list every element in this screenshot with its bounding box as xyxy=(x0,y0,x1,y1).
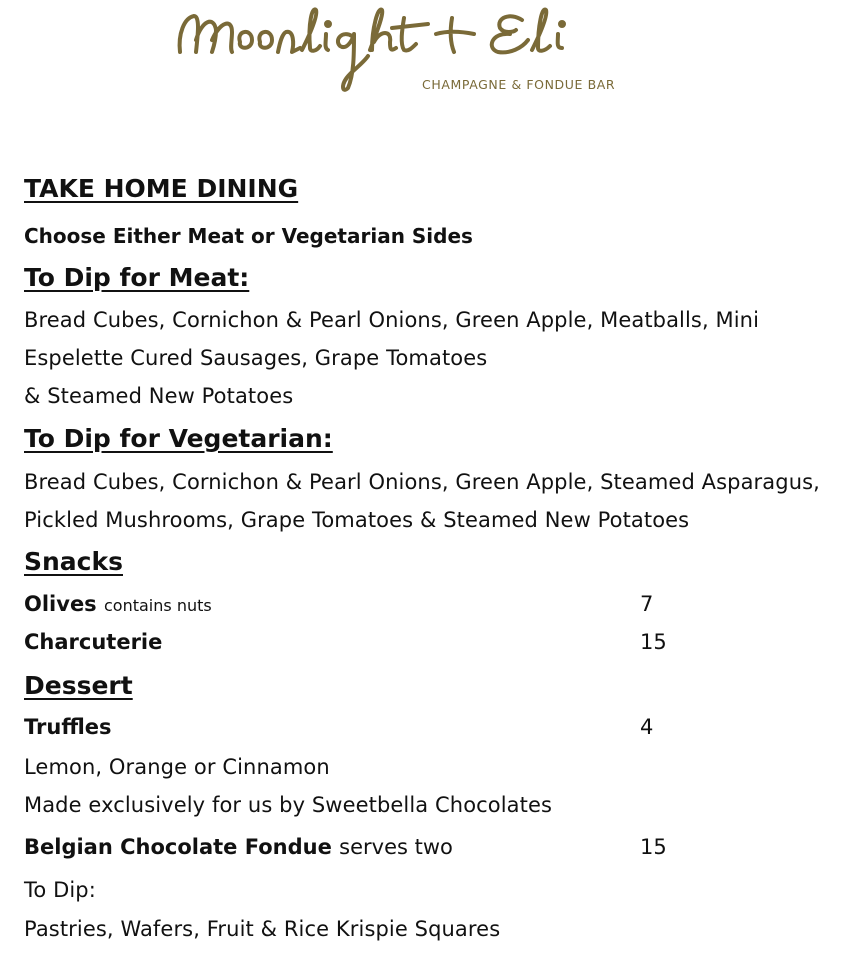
item-name: Truffles xyxy=(24,715,112,739)
truffles-line-2: Made exclusively for us by Sweetbella Chocolates xyxy=(24,793,553,817)
vegetarian-heading: To Dip for Vegetarian: xyxy=(24,424,333,453)
sides-instruction: Choose Either Meat or Vegetarian Sides xyxy=(24,224,473,248)
item-name: Belgian Chocolate Fondue xyxy=(24,835,332,859)
menu-item-chocolate-fondue xyxy=(24,835,453,859)
price-olives: 7 xyxy=(640,592,654,616)
fondue-line-1: To Dip: xyxy=(24,878,96,902)
vegetarian-line-2: Pickled Mushrooms, Grape Tomatoes & Steamed New Potatoes xyxy=(24,508,690,532)
item-name: Olives xyxy=(24,592,97,616)
price-truffles: 4 xyxy=(640,715,654,739)
truffles-line-1: Lemon, Orange or Cinnamon xyxy=(24,755,330,779)
brand-logo xyxy=(170,4,640,96)
price-charcuterie: 15 xyxy=(640,630,667,654)
menu-title: TAKE HOME DINING xyxy=(24,174,299,203)
vegetarian-line-1: Bread Cubes, Cornichon & Pearl Onions, Green Apple, Steamed Asparagus, xyxy=(24,470,820,494)
menu-item-charcuterie xyxy=(24,630,162,654)
meat-line-2: Espelette Cured Sausages, Grape Tomatoes xyxy=(24,346,488,370)
meat-line-3: & Steamed New Potatoes xyxy=(24,384,294,408)
fondue-line-2: Pastries, Wafers, Fruit & Rice Krispie Squares xyxy=(24,917,501,941)
menu-item-olives xyxy=(24,592,212,616)
item-note: contains nuts xyxy=(104,596,212,615)
snacks-heading: Snacks xyxy=(24,547,123,576)
price-chocolate-fondue: 15 xyxy=(640,835,667,859)
item-name: Charcuterie xyxy=(24,630,163,654)
item-note: serves two xyxy=(339,835,453,859)
meat-heading: To Dip for Meat: xyxy=(24,263,250,292)
brand-tagline: CHAMPAGNE & FONDUE BAR xyxy=(422,77,616,92)
dessert-heading: Dessert xyxy=(24,671,133,700)
meat-line-1: Bread Cubes, Cornichon & Pearl Onions, Green Apple, Meatballs, Mini xyxy=(24,308,760,332)
menu-item-truffles xyxy=(24,715,112,739)
